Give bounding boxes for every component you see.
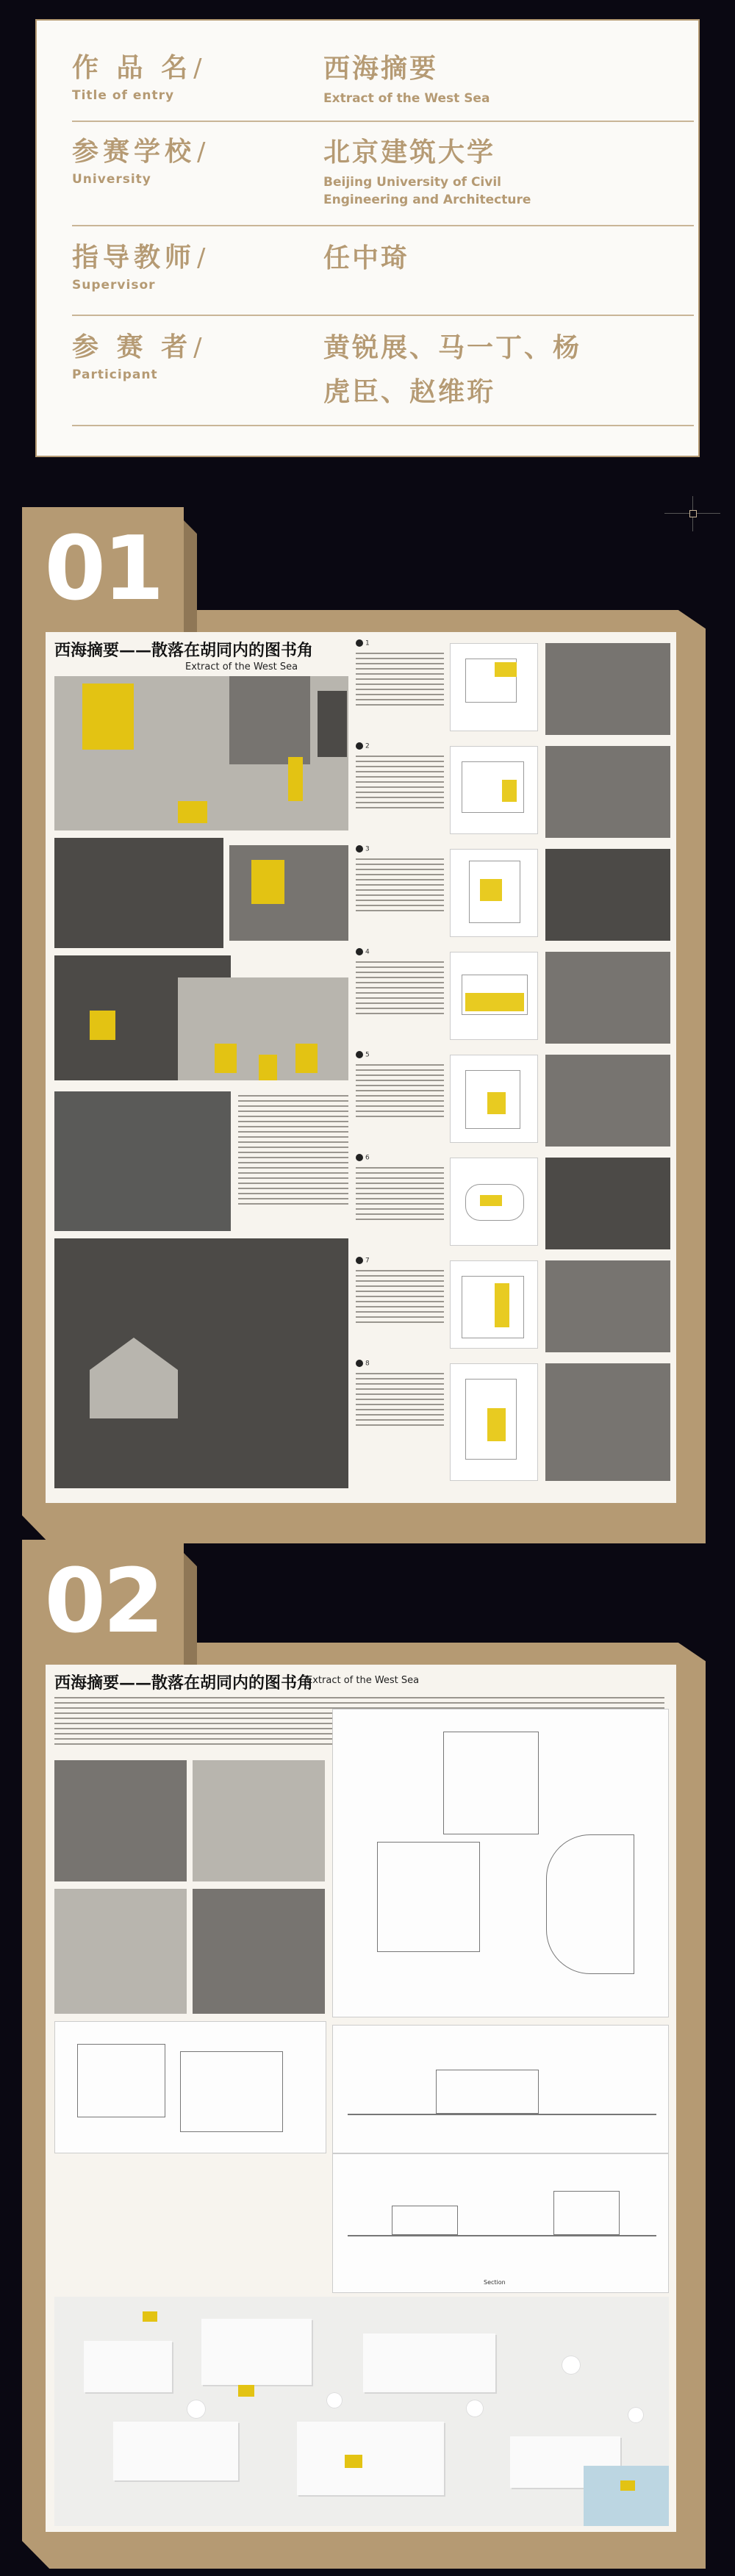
title-label-en: Title of entry: [72, 88, 175, 103]
item-photo: [545, 1055, 670, 1147]
participant-label-en: Participant: [72, 367, 158, 382]
item-diagram: [450, 1363, 538, 1481]
item-diagram: [450, 746, 538, 834]
poster-subtitle: Extract of the West Sea: [306, 1675, 420, 1686]
item-diagram: [450, 849, 538, 937]
section-number-text: 02: [44, 1551, 162, 1653]
yellow-figure: [90, 1011, 115, 1040]
info-row-participant: [72, 326, 695, 429]
section-number-text: 01: [44, 518, 162, 620]
marker-yellow: [238, 2385, 254, 2397]
aerial-map: [54, 1091, 231, 1231]
divider: [72, 121, 694, 122]
poster-01: [46, 632, 676, 1503]
item-diagram: [450, 1260, 538, 1349]
poster-title: 西海摘要——散落在胡同内的图书角: [54, 641, 314, 660]
item-photo: [545, 1260, 670, 1352]
item-head-7: 7: [356, 1257, 370, 1265]
item-photo: [545, 849, 670, 941]
item-head-6: 6: [356, 1154, 370, 1162]
entry-info-card: [35, 19, 700, 457]
university-label: 参赛学校/: [72, 137, 210, 167]
street-photo: [229, 676, 310, 764]
participant-value: 黄锐展、马一丁、杨虎臣、赵维珩: [323, 333, 582, 407]
divider: [72, 315, 694, 316]
item-text: [356, 1167, 444, 1224]
item-photo: [545, 952, 670, 1044]
info-row-title: [72, 47, 695, 128]
section-drawing: [332, 2153, 669, 2293]
info-row-university: [72, 131, 695, 234]
pavilion-photo: [193, 1889, 325, 2014]
item-text: [356, 653, 444, 709]
item-head-3: 3: [356, 845, 370, 853]
yellow-figure: [288, 757, 303, 801]
tree-photo: [54, 838, 223, 948]
university-value: 北京建筑大学: [323, 137, 496, 168]
item-photo: [545, 1158, 670, 1249]
title-label: 作 品 名/: [72, 53, 207, 83]
trees-street-photo: [54, 1238, 348, 1488]
alley-photo: [229, 845, 348, 941]
item-text: [356, 756, 444, 812]
site-model-render: [54, 2297, 669, 2526]
item-text: [356, 1270, 444, 1327]
item-text: [356, 858, 444, 915]
yellow-figure: [215, 1044, 237, 1073]
title-value-en: Extract of the West Sea: [323, 91, 490, 106]
marker-yellow: [345, 2455, 362, 2468]
item-diagram: [450, 1158, 538, 1246]
divider: [72, 225, 694, 226]
item-diagram: [450, 643, 538, 731]
item-head-2: 2: [356, 742, 370, 750]
section-02-board: [22, 1540, 713, 2569]
section-number-02: [22, 1540, 184, 1665]
title-value: 西海摘要: [323, 54, 439, 84]
item-photo: [545, 1363, 670, 1481]
courtyard-photo: [54, 1889, 187, 2014]
yellow-bookshelf: [251, 860, 284, 904]
item-text: [356, 1064, 444, 1121]
marker-yellow: [143, 2311, 157, 2322]
participant-label: 参 赛 者/: [72, 332, 207, 362]
street-photo: [318, 691, 347, 757]
description-text: [238, 1095, 348, 1208]
site-axonometric: [54, 2021, 326, 2153]
university-value-en: Beijing University of Civil Engineering and Architecture: [323, 175, 531, 207]
info-row-supervisor: [72, 237, 695, 317]
supervisor-label: 指导教师/: [72, 243, 210, 273]
section-label: Section: [484, 2279, 506, 2286]
supervisor-value: 任中琦: [323, 243, 410, 273]
divider: [72, 425, 694, 426]
elevation-drawing: [332, 2025, 669, 2153]
marker-yellow: [620, 2480, 635, 2491]
yellow-cart: [178, 801, 207, 823]
yellow-figure: [259, 1055, 277, 1080]
yellow-figure: [295, 1044, 318, 1073]
poster-02: [46, 1665, 676, 2532]
item-head-8: 8: [356, 1360, 370, 1368]
item-photo: [545, 643, 670, 735]
poster-subtitle: Extract of the West Sea: [185, 661, 298, 672]
poster-title: 西海摘要——散落在胡同内的图书角: [54, 1673, 314, 1693]
item-head-1: 1: [356, 639, 370, 647]
section-01-board: [22, 507, 713, 1543]
supervisor-label-en: Supervisor: [72, 278, 156, 293]
university-label-en: University: [72, 172, 151, 187]
item-head-4: 4: [356, 948, 370, 956]
pavilion-interior-photo: [54, 1760, 187, 1881]
item-photo: [545, 746, 670, 838]
stairs-photo: [193, 1760, 325, 1881]
item-text: [356, 1373, 444, 1429]
yellow-structure: [82, 684, 134, 750]
item-diagram: [450, 952, 538, 1040]
floor-plan: [332, 1709, 669, 2017]
item-diagram: [450, 1055, 538, 1143]
item-text: [356, 961, 444, 1018]
section-number-01: [22, 507, 184, 632]
item-head-5: 5: [356, 1051, 370, 1059]
